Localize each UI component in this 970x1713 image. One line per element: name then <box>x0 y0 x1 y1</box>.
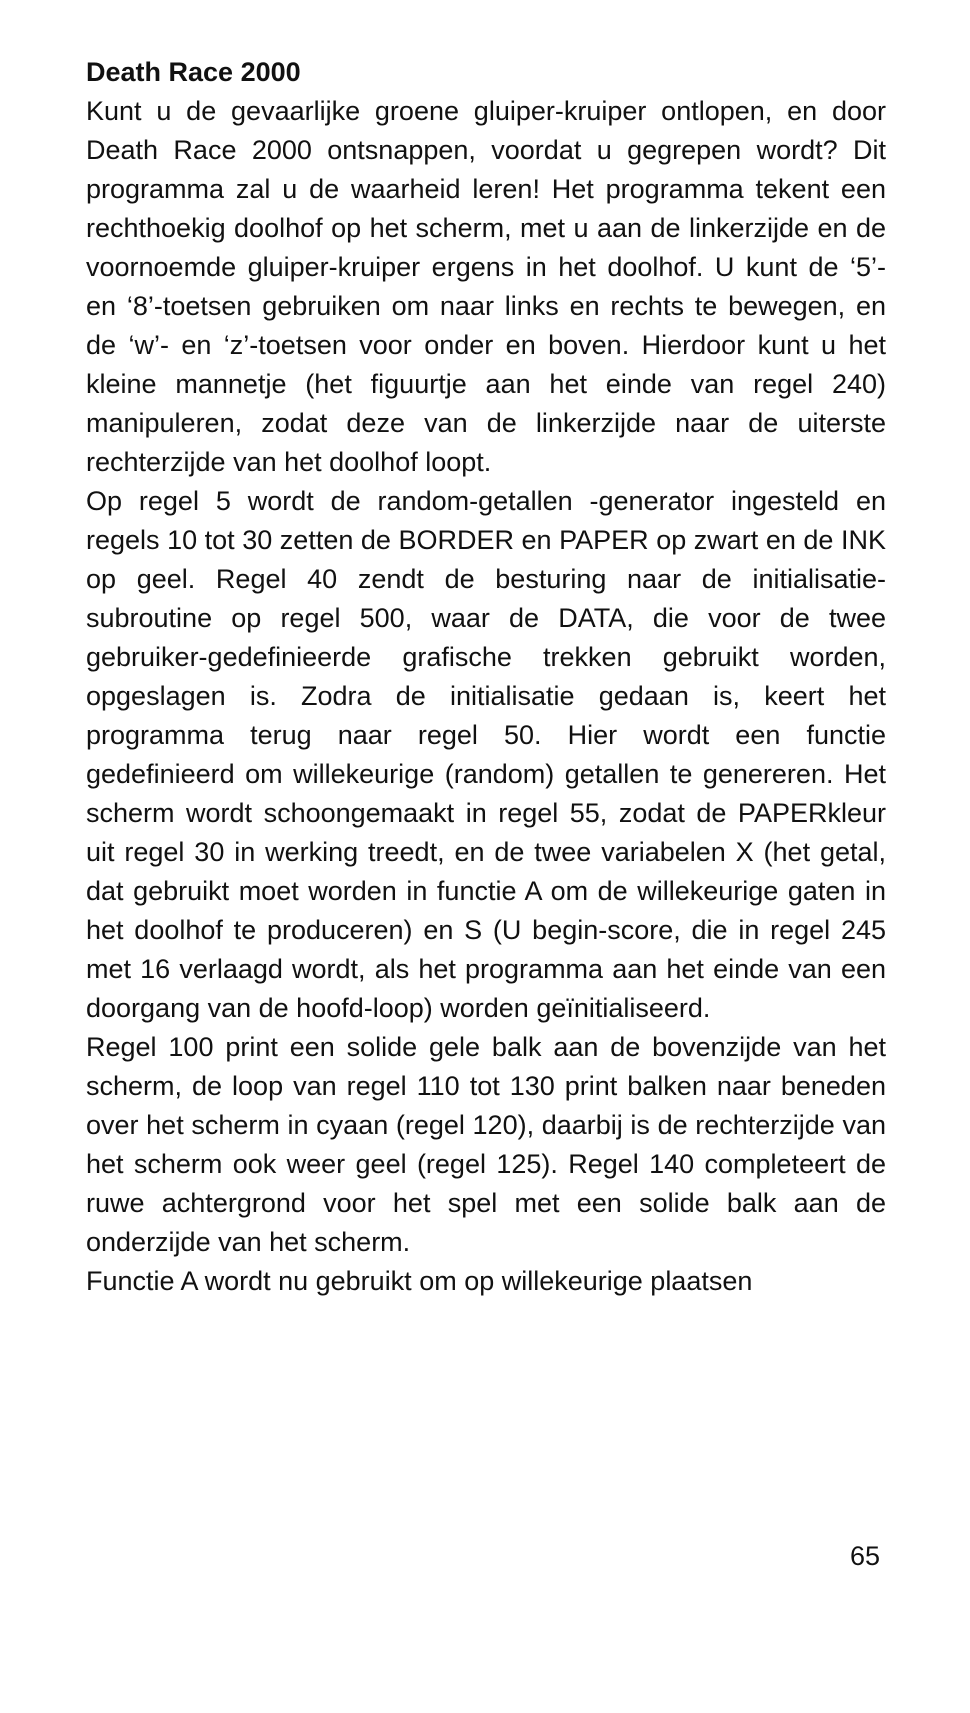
page-body <box>86 52 886 1301</box>
page-number: 65 <box>849 1541 880 1571</box>
paragraph-initialisation: Op regel 5 wordt de random-getallen -generator ingesteld en regels 10 tot 30 zetten de BORDER en PAPER op zwart en de INK op geel. Regel 40 zendt de besturing naar de initialisatie-subroutine op regel 500, waar de DATA, die voor de twee gebruiker-gedefinieerde grafische trekken gebruikt worden, opgeslagen is. Zodra de initialisatie gedaan is, keert het programma terug naar regel 50. Hier wordt een functie gedefinieerd om willekeurige (random) getallen te genereren. Het scherm wordt schoongemaakt in regel 55, zodat de PAPERkleur uit regel 30 in werking treedt, en de twee variabelen X (het getal, dat gebruikt moet worden in functie A om de willekeurige gaten in het doolhof te produceren) en S (U begin-score, die in regel 245 met 16 verlaagd wordt, als het programma aan het einde van een doorgang van de hoofd-loop) worden geïnitialiseerd. <box>86 486 886 1023</box>
paragraph-intro: Kunt u de gevaarlijke groene gluiper-kruiper ontlopen, en door Death Race 2000 ontsnappen, voordat u gegrepen wordt? Dit programma zal u de waarheid leren! Het programma tekent een rechthoekig doolhof op het scherm, met u aan de linkerzijde en de voornoemde gluiper-kruiper ergens in het doolhof. U kunt de ‘5’- en ‘8’-toetsen gebruiken om naar links en rechts te bewegen, en de ‘w’- en ‘z’-toetsen voor onder en boven. Hierdoor kunt u het kleine mannetje (het figuurtje aan het einde van regel 240) manipuleren, zodat deze van de linkerzijde naar de uiterste rechterzijde van het doolhof loopt. <box>86 96 886 477</box>
article-title: Death Race 2000 <box>86 57 301 87</box>
paragraph-function-a: Functie A wordt nu gebruikt om op willekeurige plaatsen <box>86 1266 753 1296</box>
paragraph-screen-bars: Regel 100 print een solide gele balk aan de bovenzijde van het scherm, de loop van regel 110 tot 130 print balken naar beneden over het scherm in cyaan (regel 120), daarbij is de rechterzijde van het scherm ook weer geel (regel 125). Regel 140 completeert de ruwe achtergrond voor het spel met een solide balk aan de onderzijde van het scherm. <box>86 1032 886 1257</box>
